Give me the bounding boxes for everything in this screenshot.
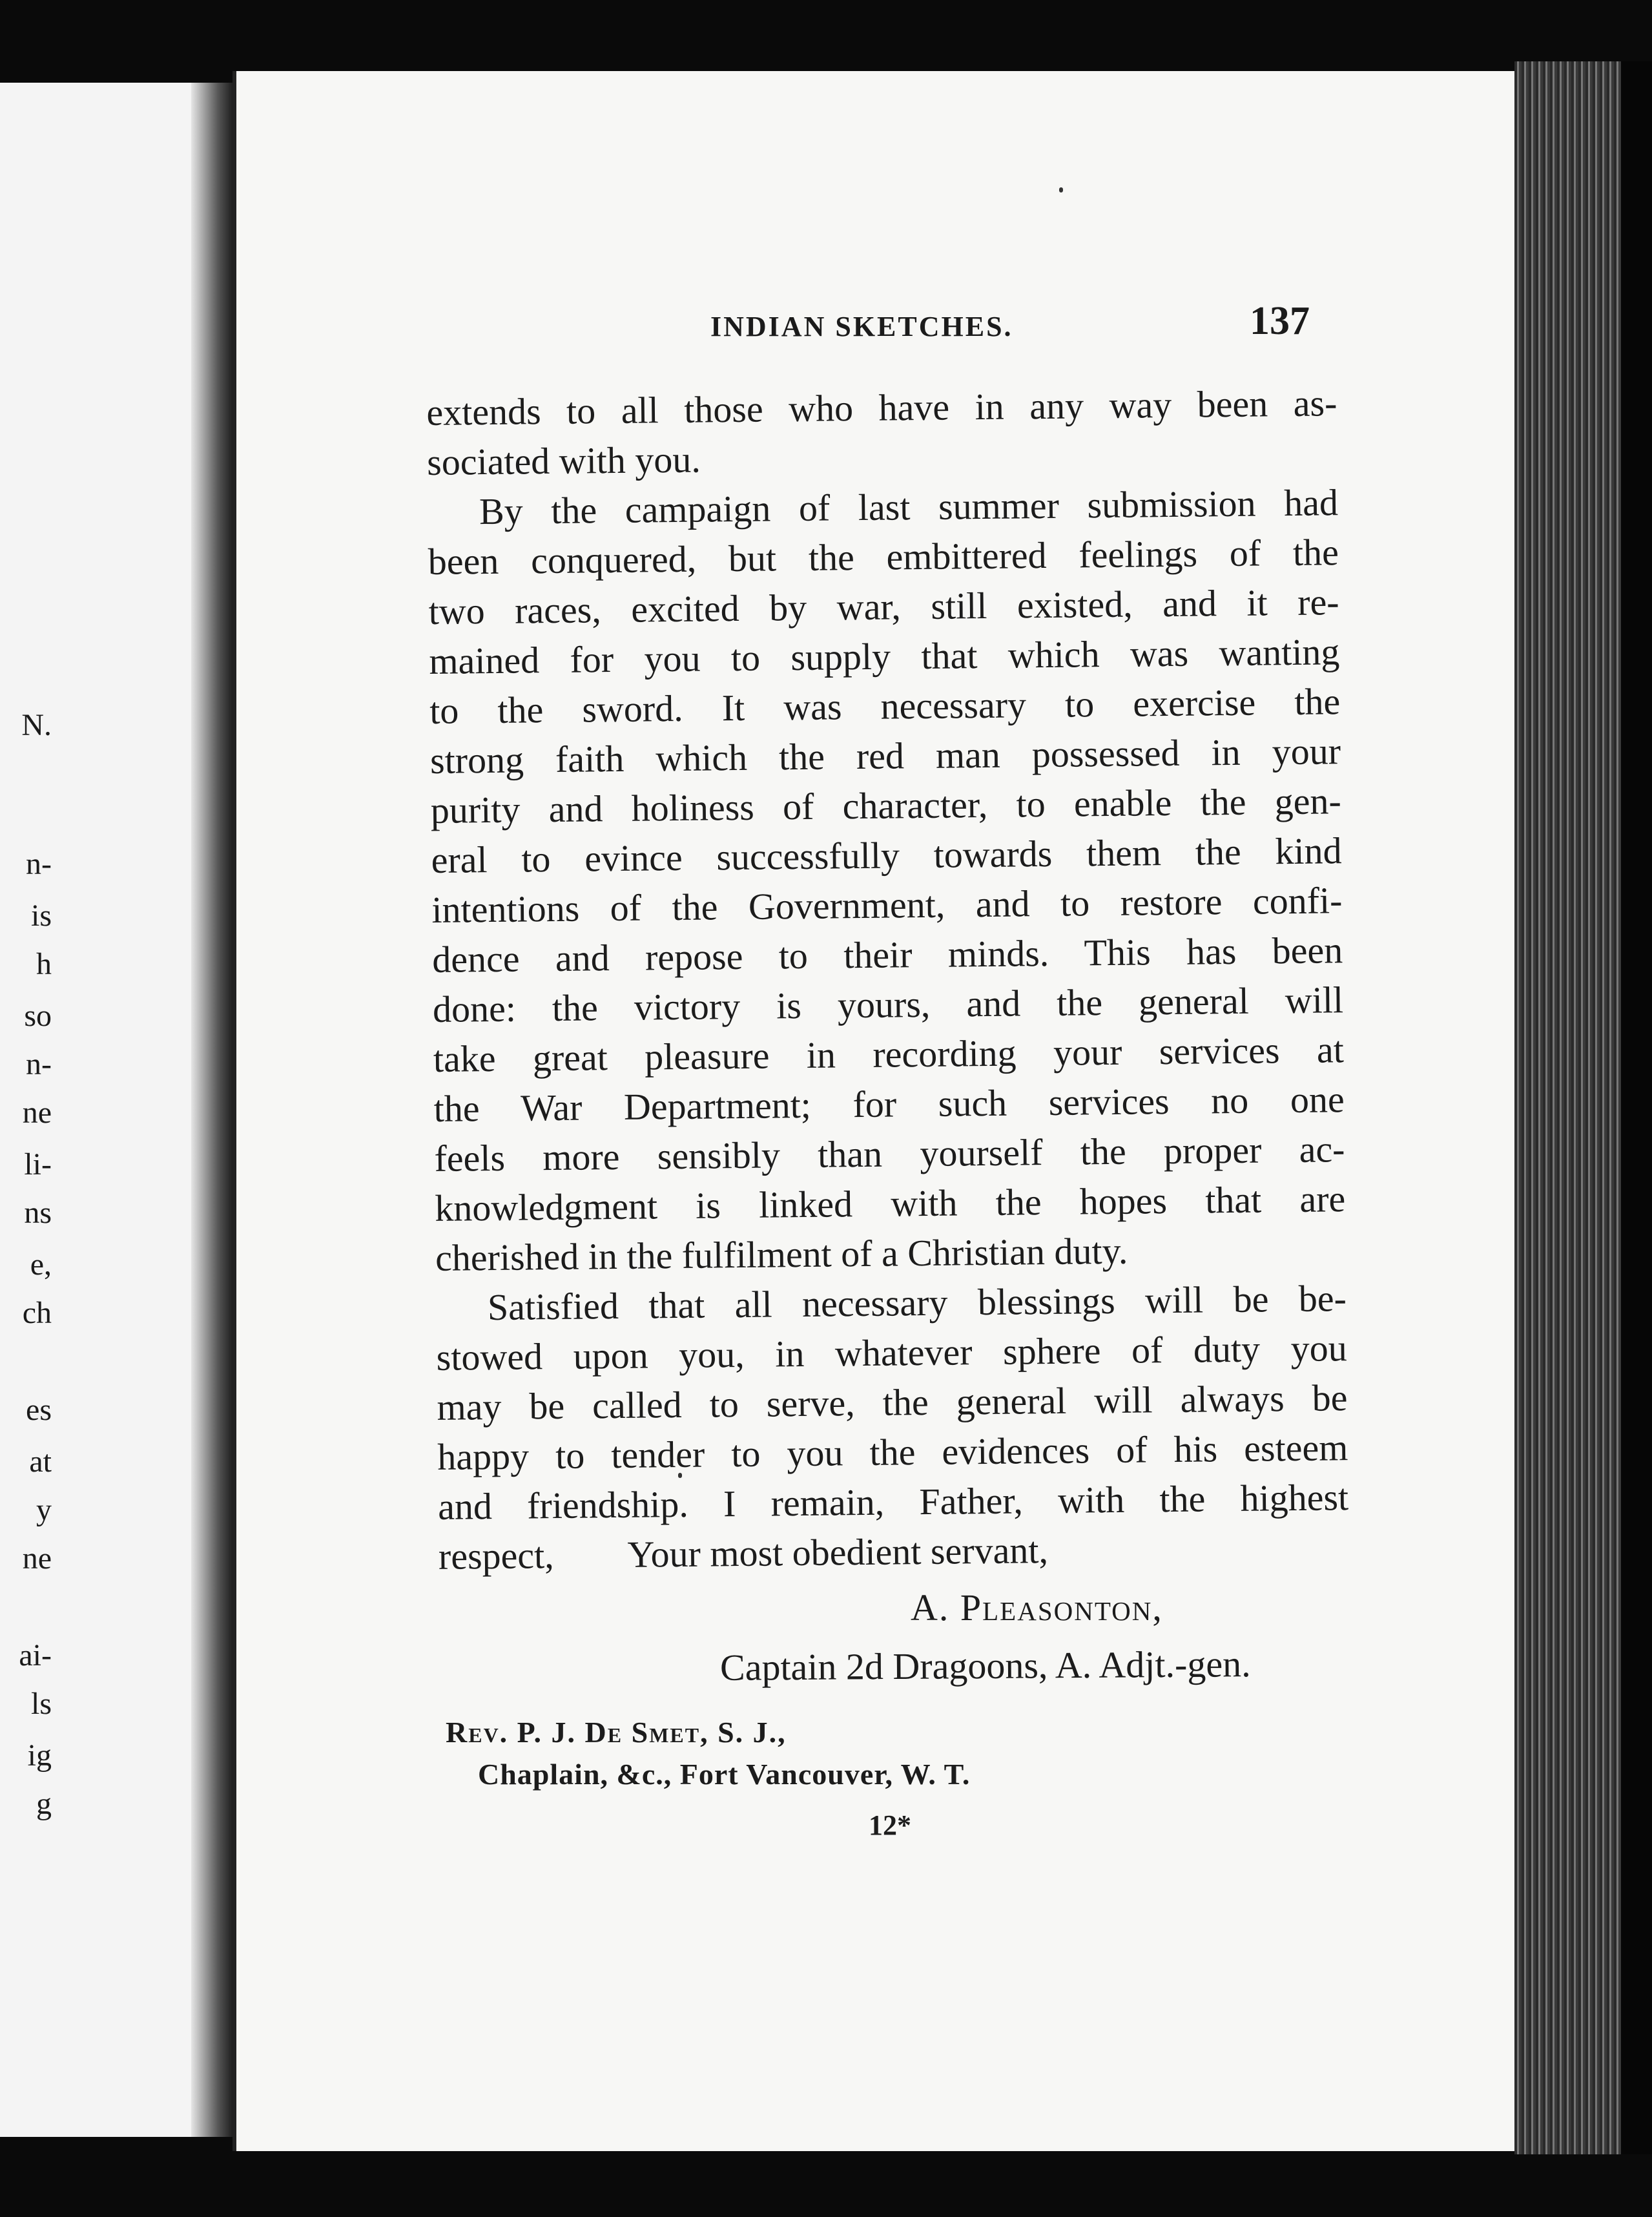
paragraph <box>428 477 1347 1283</box>
left-page-fragment: g <box>36 1787 52 1821</box>
left-page-fragment: ne <box>22 1541 52 1576</box>
left-page-fragment: ch <box>22 1296 52 1330</box>
running-head: INDIAN SKETCHES. <box>710 311 1013 342</box>
left-page-fragment: n- <box>26 1047 52 1081</box>
signature-mark: 12* <box>869 1809 911 1841</box>
page-edges <box>1514 61 1624 2154</box>
text-line: knowledgment is linked with the hopes that are <box>434 1178 1346 1229</box>
ink-speck <box>1059 187 1063 193</box>
text-line: strong faith which the red man possessed in your <box>429 730 1341 782</box>
left-page-fragment: h <box>36 947 52 981</box>
page-number: 137 <box>1250 299 1310 343</box>
body-text <box>426 378 1349 1581</box>
text-line: By the campaign of last summer submission had <box>479 481 1339 533</box>
text-line: two races, excited by war, still existed, and it re- <box>428 581 1339 632</box>
left-page-fragment: N. <box>21 708 52 742</box>
text-line: been conquered, but the embittered feelings of the <box>428 531 1339 583</box>
addressee-name: Rev. P. J. De Smet, S. J., <box>446 1716 787 1749</box>
addressee-detail: Chaplain, &c., Fort Vancouver, W. T. <box>478 1758 971 1791</box>
left-page-fragment: ne <box>22 1096 52 1130</box>
left-page-fragment: at <box>29 1444 52 1479</box>
text-line: respect, Your most obedient servant, <box>438 1529 1049 1577</box>
text-line: extends to all those who have in any way been as- <box>426 382 1337 433</box>
text-line: intentions of the Government, and to restore confi- <box>431 879 1343 931</box>
text-line: to the sword. It was necessary to exercise the <box>429 680 1341 732</box>
left-page-fragment: ns <box>24 1196 52 1230</box>
text-line: mained for you to supply that which was wanting <box>429 630 1340 682</box>
paragraph <box>436 1273 1350 1581</box>
left-page-fragment: es <box>26 1393 52 1427</box>
text-line: sociated with you. <box>426 438 701 483</box>
edge-shadow <box>1621 61 1652 2154</box>
left-page-fragment: n- <box>26 847 52 881</box>
text-line: happy to tender to you the evidences of his esteem <box>437 1426 1348 1478</box>
text-line: may be called to serve, the general will always be <box>437 1377 1348 1428</box>
left-page-fragment: is <box>30 899 52 933</box>
left-page-fragment: y <box>36 1493 52 1527</box>
left-page-fragment: e, <box>30 1247 52 1282</box>
text-line: cherished in the fulfilment of a Christian duty. <box>435 1229 1128 1279</box>
text-line: purity and holiness of character, to enable the gen- <box>430 780 1342 831</box>
book-gutter <box>191 83 236 2137</box>
left-page-fragment: ls <box>30 1687 52 1721</box>
text-line: done: the victory is yours, and the general will <box>432 979 1344 1030</box>
text-line: feels more sensibly than yourself the proper ac- <box>434 1128 1345 1180</box>
text-line: stowed upon you, in whatever sphere of duty you <box>436 1327 1347 1379</box>
left-page-fragment: ig <box>27 1738 52 1773</box>
text-line: take great pleasure in recording your services at <box>433 1028 1345 1080</box>
left-page-fragment: li- <box>24 1147 52 1181</box>
left-page-fragment: ai- <box>19 1638 52 1672</box>
text-line: Satisfied that all necessary blessings will be be- <box>487 1277 1347 1329</box>
left-page-fragment: so <box>24 999 52 1033</box>
text-line: and friendship. I remain, Father, with the highest <box>437 1476 1349 1528</box>
paragraph <box>426 378 1338 487</box>
text-line: eral to evince successfully towards them the kind <box>431 829 1342 881</box>
text-line: the War Department; for such services no one <box>433 1078 1345 1130</box>
text-line: dence and repose to their minds. This has been <box>431 929 1343 981</box>
signature-title: Captain 2d Dragoons, A. Adjt.-gen. <box>719 1643 1251 1689</box>
signature-name: A. Pleasonton, <box>911 1587 1163 1629</box>
